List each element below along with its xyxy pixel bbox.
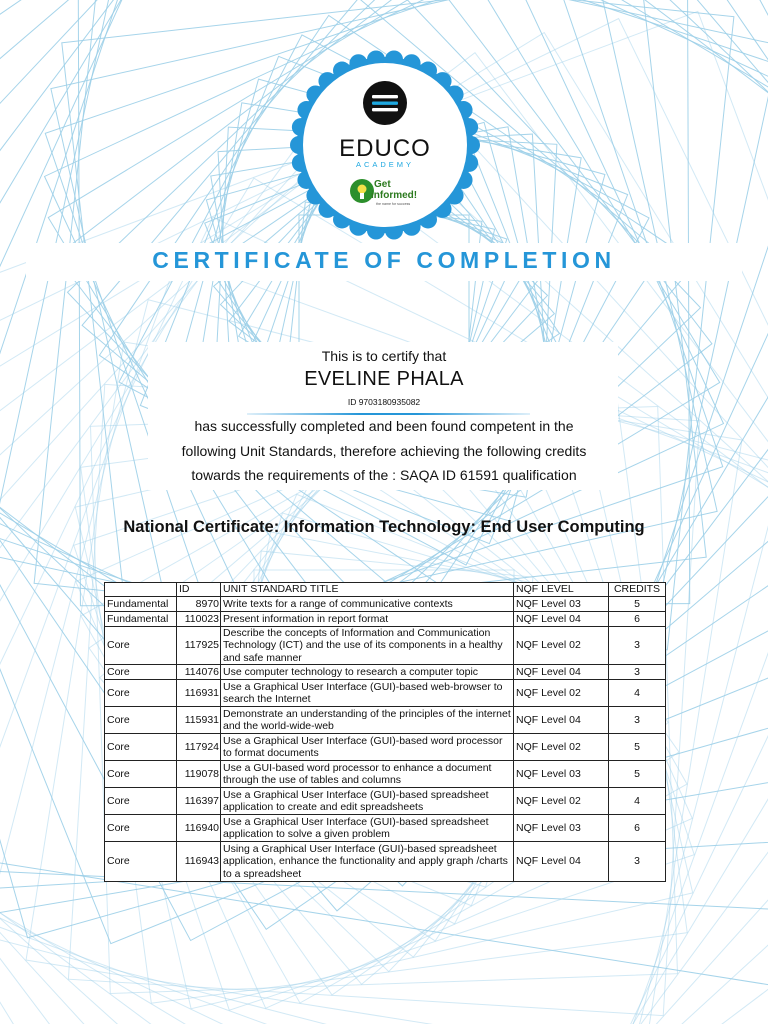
recipient-name: EVELINE PHALA xyxy=(304,368,464,390)
body-line-1: has successfully completed and been found competent in the xyxy=(194,418,574,434)
nqf-level-cell: NQF Level 02 xyxy=(514,627,609,665)
unit-type-cell: Core xyxy=(105,680,177,707)
unit-type-cell: Core xyxy=(105,815,177,842)
table-row xyxy=(105,842,666,882)
table-row xyxy=(105,707,666,734)
table-row xyxy=(105,597,666,612)
nqf-level-cell: NQF Level 02 xyxy=(514,788,609,815)
table-row xyxy=(105,734,666,761)
unit-title-cell: Use a GUI-based word processor to enhance a document through the use of tables and columns xyxy=(221,761,514,788)
unit-type-cell: Core xyxy=(105,665,177,680)
table-header-row xyxy=(105,583,666,597)
unit-standards-table xyxy=(104,582,666,882)
credits-cell: 3 xyxy=(609,627,666,665)
credits-cell: 4 xyxy=(609,788,666,815)
header-id: ID xyxy=(177,583,221,597)
unit-standards-body xyxy=(105,597,666,882)
certify-text: This is to certify that xyxy=(321,348,447,364)
unit-title-cell: Use a Graphical User Interface (GUI)-based spreadsheet application to create and edit spreadsheets xyxy=(221,788,514,815)
unit-id-cell: 117925 xyxy=(177,627,221,665)
credits-cell: 3 xyxy=(609,665,666,680)
header-type xyxy=(105,583,177,597)
nqf-level-cell: NQF Level 03 xyxy=(514,761,609,788)
unit-title-cell: Use a Graphical User Interface (GUI)-based word processor to format documents xyxy=(221,734,514,761)
seal-brand-text: EDUCO xyxy=(339,135,431,162)
nqf-level-cell: NQF Level 04 xyxy=(514,665,609,680)
table-row xyxy=(105,680,666,707)
table-row xyxy=(105,788,666,815)
unit-type-cell: Core xyxy=(105,761,177,788)
unit-type-cell: Core xyxy=(105,627,177,665)
header-nqf-level: NQF LEVEL xyxy=(514,583,609,597)
unit-title-cell: Write texts for a range of communicative contexts xyxy=(221,597,514,612)
badge-line-1: Get xyxy=(374,179,391,190)
credits-cell: 5 xyxy=(609,761,666,788)
table-row xyxy=(105,627,666,665)
credits-cell: 4 xyxy=(609,680,666,707)
table-row xyxy=(105,815,666,842)
certificate-title: CERTIFICATE OF COMPLETION xyxy=(152,247,616,273)
unit-title-cell: Using a Graphical User Interface (GUI)-based spreadsheet application, enhance the functionality and apply graph /charts to a spreadsheet xyxy=(221,842,514,882)
nqf-level-cell: NQF Level 04 xyxy=(514,707,609,734)
nqf-level-cell: NQF Level 03 xyxy=(514,597,609,612)
unit-title-cell: Describe the concepts of Information and Communication Technology (ICT) and the use of its components in a healthy and safe manner xyxy=(221,627,514,665)
unit-id-cell: 115931 xyxy=(177,707,221,734)
unit-type-cell: Core xyxy=(105,788,177,815)
table-row xyxy=(105,612,666,627)
unit-type-cell: Core xyxy=(105,734,177,761)
badge-line-2: informed! xyxy=(371,190,418,201)
credits-cell: 5 xyxy=(609,597,666,612)
credits-cell: 6 xyxy=(609,815,666,842)
unit-id-cell: 116397 xyxy=(177,788,221,815)
nqf-level-cell: NQF Level 04 xyxy=(514,842,609,882)
header-credits: CREDITS xyxy=(609,583,666,597)
badge-tagline: the name for success xyxy=(376,202,411,206)
nqf-level-cell: NQF Level 04 xyxy=(514,612,609,627)
body-line-3: towards the requirements of the : SAQA ID 61591 qualification xyxy=(191,467,577,483)
unit-id-cell: 110023 xyxy=(177,612,221,627)
nqf-level-cell: NQF Level 02 xyxy=(514,734,609,761)
unit-title-cell: Demonstrate an understanding of the principles of the internet and the world-wide-web xyxy=(221,707,514,734)
unit-id-cell: 114076 xyxy=(177,665,221,680)
unit-type-cell: Core xyxy=(105,842,177,882)
credits-cell: 3 xyxy=(609,707,666,734)
unit-title-cell: Use a Graphical User Interface (GUI)-based web-browser to search the Internet xyxy=(221,680,514,707)
unit-type-cell: Fundamental xyxy=(105,597,177,612)
nqf-level-cell: NQF Level 03 xyxy=(514,815,609,842)
unit-id-cell: 116940 xyxy=(177,815,221,842)
credits-cell: 5 xyxy=(609,734,666,761)
unit-title-cell: Use computer technology to research a computer topic xyxy=(221,665,514,680)
credits-cell: 6 xyxy=(609,612,666,627)
nqf-level-cell: NQF Level 02 xyxy=(514,680,609,707)
body-line-2: following Unit Standards, therefore achieving the following credits xyxy=(181,443,587,459)
unit-id-cell: 116931 xyxy=(177,680,221,707)
unit-title-cell: Present information in report format xyxy=(221,612,514,627)
educo-seal-logo xyxy=(290,50,480,240)
unit-id-cell: 117924 xyxy=(177,734,221,761)
unit-type-cell: Fundamental xyxy=(105,612,177,627)
recipient-id: ID 9703180935082 xyxy=(347,397,421,407)
credits-cell: 3 xyxy=(609,842,666,882)
header-unit-title: UNIT STANDARD TITLE xyxy=(221,583,514,597)
seal-subbrand-text: ACADEMY xyxy=(355,160,415,169)
name-divider xyxy=(247,413,530,415)
unit-id-cell: 119078 xyxy=(177,761,221,788)
unit-type-cell: Core xyxy=(105,707,177,734)
unit-id-cell: 116943 xyxy=(177,842,221,882)
unit-title-cell: Use a Graphical User Interface (GUI)-based spreadsheet application to solve a given problem xyxy=(221,815,514,842)
qualification-title: National Certificate: Information Technology: End User Computing xyxy=(123,518,645,536)
unit-id-cell: 8970 xyxy=(177,597,221,612)
table-row xyxy=(105,761,666,788)
table-row xyxy=(105,665,666,680)
